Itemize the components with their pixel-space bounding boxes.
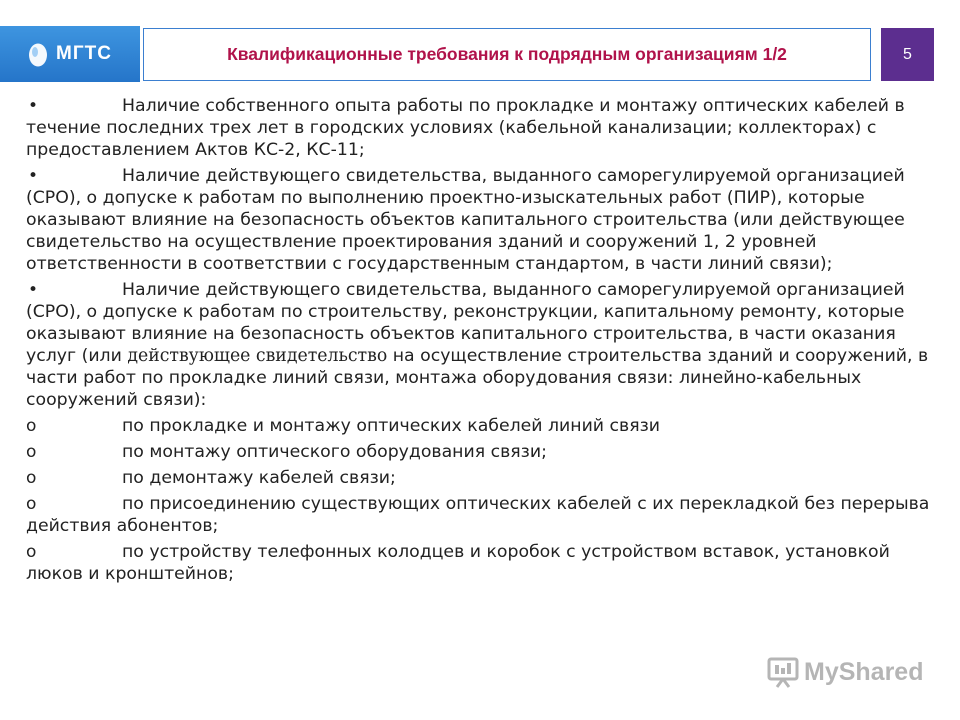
- logo-text: МГТС: [56, 43, 112, 64]
- sub-item-text: по присоединению существующих оптических кабелей с их перекладкой без перерыва действия абонентов;: [26, 494, 930, 536]
- mgts-logo: [0, 26, 140, 82]
- sub-item-2: [26, 441, 936, 463]
- sub-item-text: по монтажу оптического оборудования связи;: [122, 442, 547, 462]
- bullet-marker: •: [28, 166, 39, 186]
- bullet-text-b: действующее свидетельство: [121, 346, 393, 366]
- sub-marker: o: [26, 494, 37, 514]
- sub-marker: o: [26, 416, 37, 436]
- bullet-item-3: [26, 279, 936, 411]
- sub-marker: o: [26, 442, 37, 462]
- bullet-item-2: [26, 165, 936, 275]
- bullet-text-c: на осуществление строительства зданий и сооружений, в части работ по прокладке линий связи, монтажа оборудования связи: линейно-кабельных сооружений связи):: [26, 346, 929, 410]
- sub-item-5: [26, 541, 936, 585]
- sub-item-text: по демонтажу кабелей связи;: [122, 468, 396, 488]
- sub-item-1: [26, 415, 936, 437]
- bullet-item-1: [26, 95, 936, 161]
- presentation-board-icon: [766, 655, 800, 689]
- bullet-marker: •: [28, 96, 39, 116]
- page-number: 5: [881, 28, 934, 81]
- watermark-text: MyShared: [804, 657, 924, 686]
- myshared-watermark[interactable]: [766, 655, 923, 689]
- sub-item-text: по устройству телефонных колодцев и коробок с устройством вставок, установкой люков и кронштейнов;: [26, 542, 890, 584]
- bullet-text: Наличие собственного опыта работы по прокладке и монтажу оптических кабелей в течение последних трех лет в городских условиях (кабельной канализации; коллекторах) с предоставлением Актов КС-2, КС-11;: [26, 96, 905, 160]
- bullet-text-a: Наличие действующего свидетельства, выданного саморегулируемой организацией (СРО), о допуске к работам по строительству, реконструкции, капитальному ремонту, которые оказывают влияние на безопасность объектов капитального строительства, в части оказания услуг (или: [26, 280, 905, 366]
- sub-marker: o: [26, 468, 37, 488]
- egg-logo-icon: [28, 41, 48, 67]
- sub-marker: o: [26, 542, 37, 562]
- sub-item-text: по прокладке и монтажу оптических кабелей линий связи: [122, 416, 661, 436]
- sub-item-4: [26, 493, 936, 537]
- title-box: [143, 28, 871, 81]
- bullet-text: Наличие действующего свидетельства, выданного саморегулируемой организацией (СРО), о допуске к работам по выполнению проектно-изыскательных работ (ПИР), которые оказывают влияние на безопасность объектов капитального строительства (или действующее свидетельство на осуществление проектирования зданий и сооружений 1, 2 уровней ответственности в соответствии с государственным стандартом, в части линий связи);: [26, 166, 905, 274]
- slide-title: Квалификационные требования к подрядным организациям 1/2: [227, 44, 787, 64]
- slide-content: [26, 95, 936, 589]
- bullet-marker: •: [28, 280, 39, 300]
- sub-item-3: [26, 467, 936, 489]
